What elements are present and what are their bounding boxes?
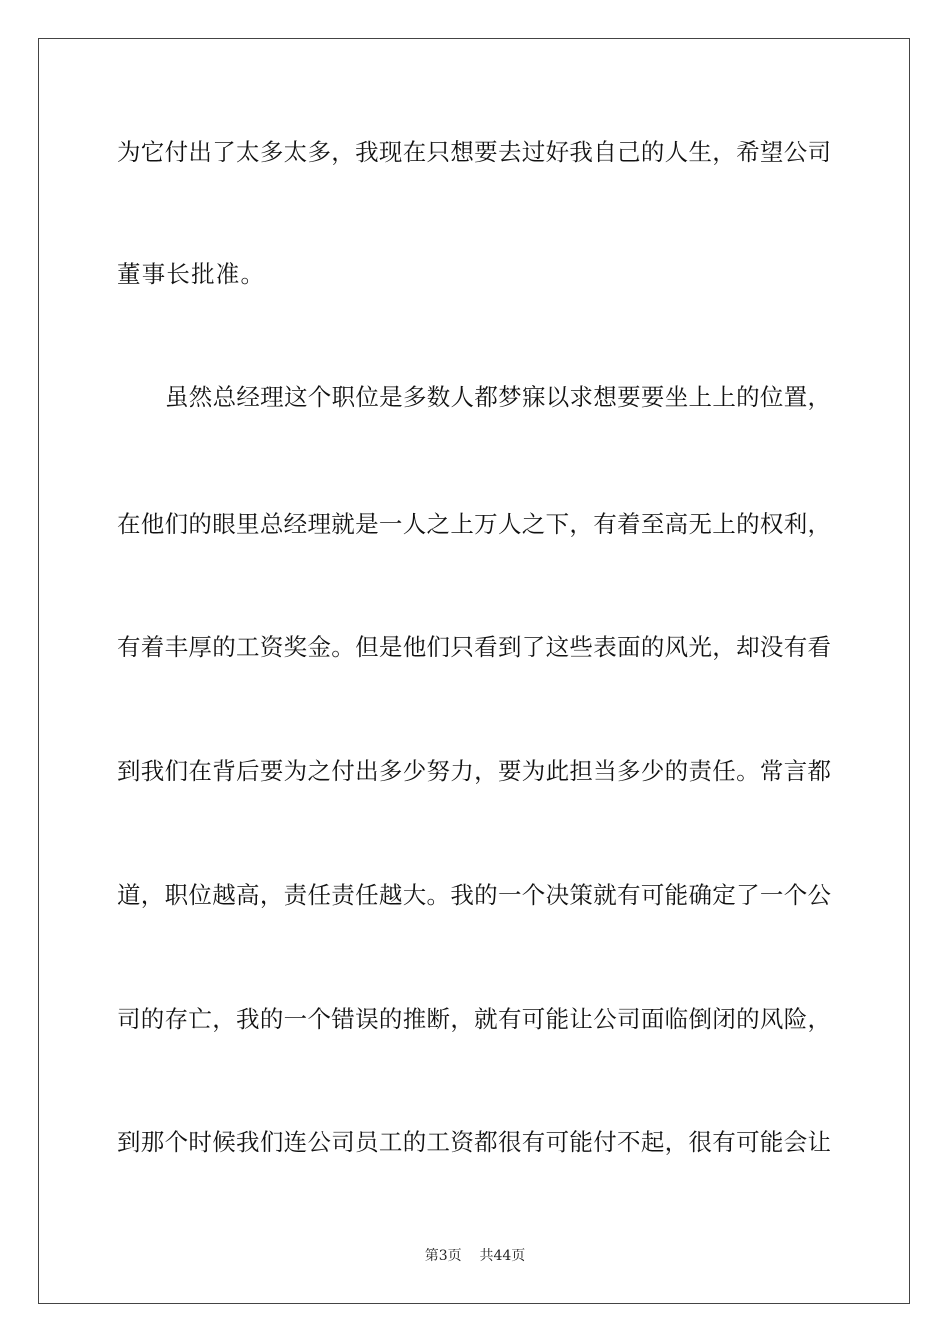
body-line-8: 司的存亡，我的一个错误的推断，就有可能让公司面临倒闭的风险， — [117, 1005, 831, 1033]
body-line-7: 道，职位越高，责任责任越大。我的一个决策就有可能确定了一个公 — [117, 881, 831, 909]
page-frame — [38, 38, 910, 1304]
body-line-1: 为它付出了太多太多，我现在只想要去过好我自己的人生，希望公司 — [117, 138, 831, 166]
page-total: 共44页 — [479, 1248, 526, 1264]
page-number: 第3页 — [424, 1248, 462, 1264]
body-line-6: 到我们在背后要为之付出多少努力，要为此担当多少的责任。常言都 — [117, 757, 831, 785]
body-line-2: 董事长批准。 — [117, 260, 266, 288]
body-line-5: 有着丰厚的工资奖金。但是他们只看到了这些表面的风光，却没有看 — [117, 633, 831, 661]
body-line-9: 到那个时候我们连公司员工的工资都很有可能付不起，很有可能会让 — [117, 1128, 831, 1156]
body-line-4: 在他们的眼里总经理就是一人之上万人之下，有着至高无上的权利， — [117, 510, 831, 538]
page-footer — [0, 1247, 950, 1265]
body-line-3: 虽然总经理这个职位是多数人都梦寐以求想要要坐上上的位置， — [165, 383, 831, 411]
